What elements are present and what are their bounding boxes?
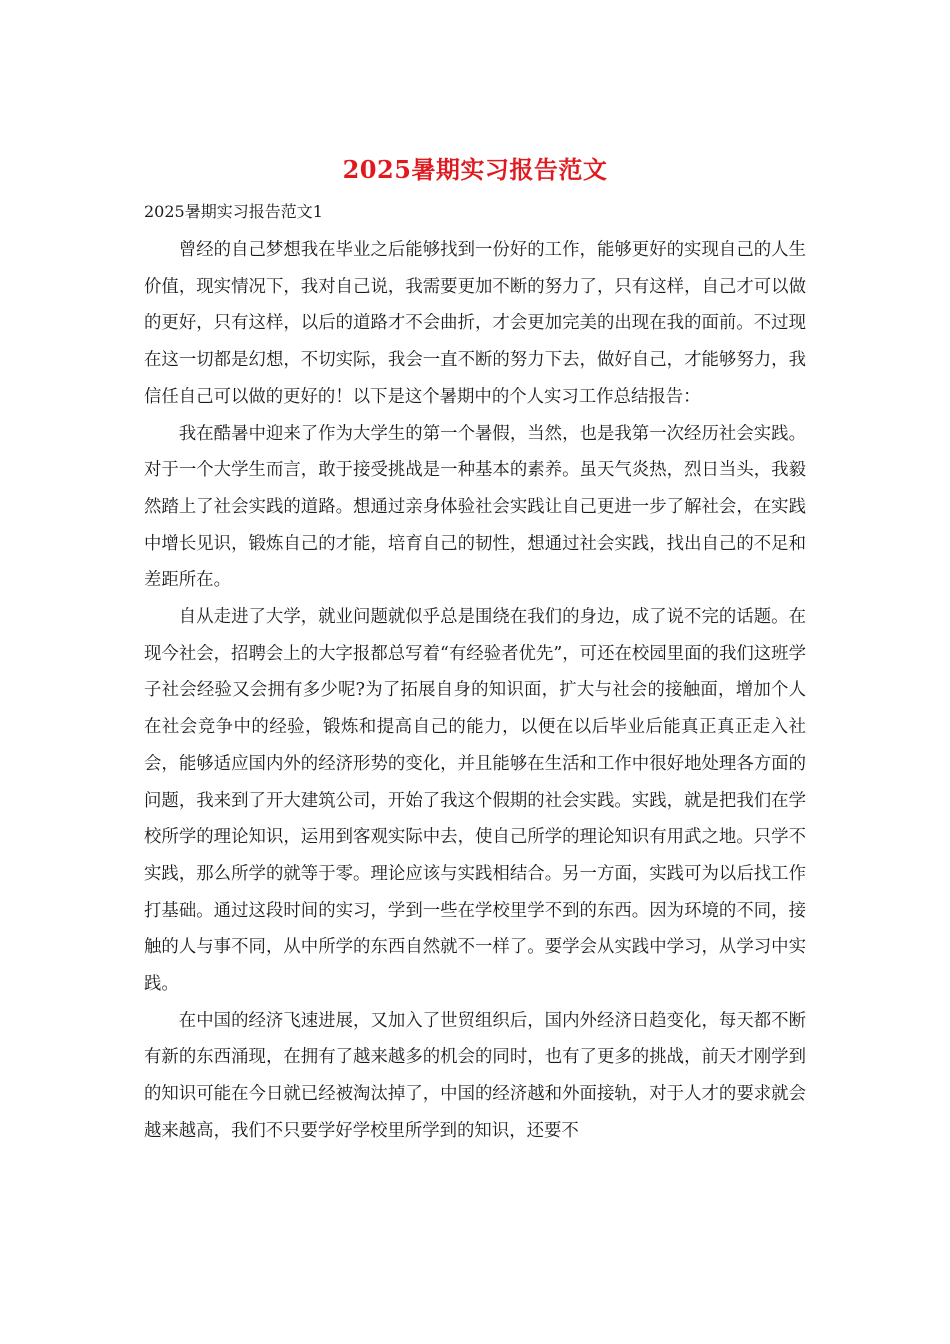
document-subtitle: 2025暑期实习报告范文1 [144, 202, 323, 221]
body-paragraph: 我在酷暑中迎来了作为大学生的第一个暑假，当然，也是我第一次经历社会实践。对于一个大学生而言，敢于接受挑战是一种基本的素养。虽天气炎热，烈日当头，我毅然踏上了社会实践的道路。想通过亲身体验社会实践让自己更进一步了解社会，在实践中增长见识，锻炼自己的才能，培育自己的韧性，想通过社会实践，找出自己的不足和差距所在。 [144, 423, 806, 591]
document-body [144, 232, 806, 1150]
document-title: 2025暑期实习报告范文 [342, 155, 608, 184]
body-paragraph: 在中国的经济飞速进展，又加入了世贸组织后，国内外经济日趋变化，每天都不断有新的东西涌现，在拥有了越来越多的机会的同时，也有了更多的挑战，前天才刚学到的知识可能在今日就已经被淘汰掉了，中国的经济越和外面接轨，对于人才的要求就会越来越高，我们不只要学好学校里所学到的知识，还要不 [144, 1010, 806, 1141]
body-paragraph: 自从走进了大学，就业问题就似乎总是围绕在我们的身边，成了说不完的话题。在现今社会，招聘会上的大字报都总写着“有经验者优先”，可还在校园里面的我们这班学子社会经验又会拥有多少呢?为了拓展自身的知识面，扩大与社会的接触面，增加个人在社会竞争中的经验，锻炼和提高自己的能力，以便在以后毕业后能真正真正走入社会，能够适应国内外的经济形势的变化，并且能够在生活和工作中很好地处理各方面的问题，我来到了开大建筑公司，开始了我这个假期的社会实践。实践，就是把我们在学校所学的理论知识，运用到客观实际中去，使自己所学的理论知识有用武之地。只学不实践，那么所学的就等于零。理论应该与实践相结合。另一方面，实践可为以后找工作打基础。通过这段时间的实习，学到一些在学校里学不到的东西。因为环境的不同，接触的人与事不同，从中所学的东西自然就不一样了。要学会从实践中学习，从学习中实践。 [144, 607, 806, 995]
body-paragraph: 曾经的自己梦想我在毕业之后能够找到一份好的工作，能够更好的实现自己的人生价值，现实情况下，我对自己说，我需要更加不断的努力了，只有这样，自己才可以做的更好，只有这样，以后的道路才不会曲折，才会更加完美的出现在我的面前。不过现在这一切都是幻想，不切实际，我会一直不断的努力下去，做好自己，才能够努力，我信任自己可以做的更好的！以下是这个暑期中的个人实习工作总结报告： [144, 240, 806, 407]
